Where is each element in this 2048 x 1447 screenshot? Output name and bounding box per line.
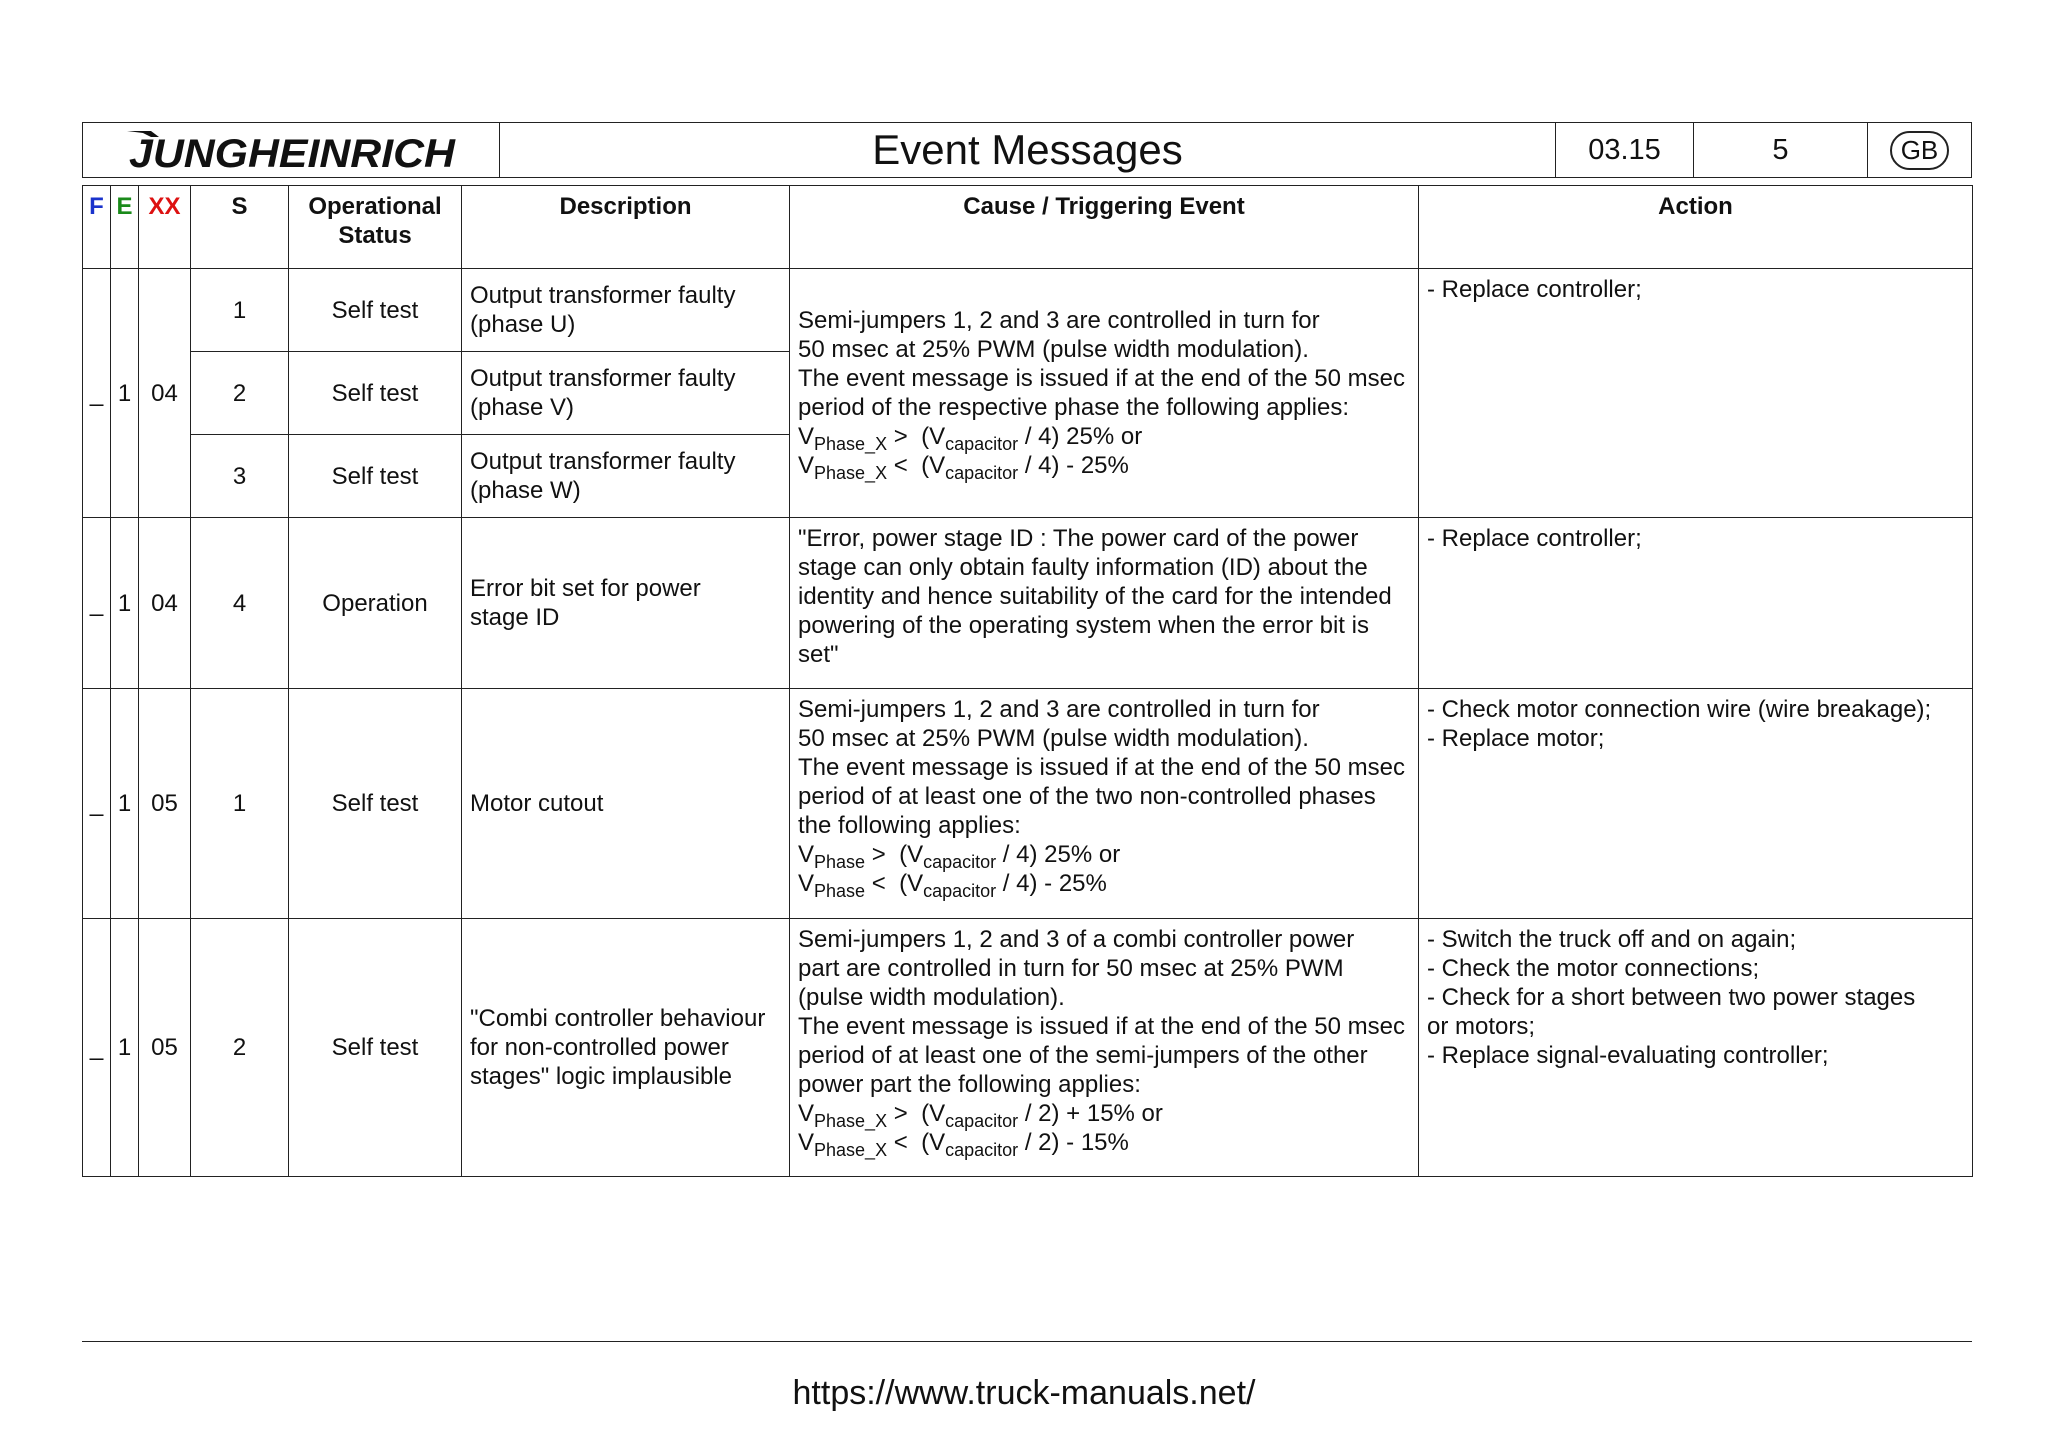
col-header-action: Action <box>1419 186 1973 269</box>
revision-date: 03.15 <box>1556 123 1694 177</box>
cause-text: Semi-jumpers 1, 2 and 3 of a combi controller power part are controlled in turn for 50 msec at 25% PWM (pulse width modulation). The event message is issued if at the end of the 50 msec period of at least one of the semi-jumpers of the other power part the following applies: <box>798 926 1406 1098</box>
cell-e: 1 <box>111 689 139 919</box>
cell-s: 4 <box>191 518 289 689</box>
cell-s: 1 <box>191 269 289 352</box>
cell-description: Error bit set for power stage ID <box>462 518 790 689</box>
brand-text: JUNGHEINRICH <box>129 132 457 173</box>
table-row <box>83 518 1973 689</box>
cell-action: - Replace controller; <box>1419 518 1973 689</box>
cell-f: _ <box>83 269 111 518</box>
cell-status: Self test <box>289 435 462 518</box>
cell-description: Output transformer faulty (phase U) <box>462 269 790 352</box>
brand-logo <box>83 123 500 177</box>
cell-description: Motor cutout <box>462 689 790 919</box>
col-header-f: F <box>83 186 111 269</box>
cell-e: 1 <box>111 518 139 689</box>
footer-divider <box>82 1341 1972 1342</box>
cell-cause <box>790 689 1419 919</box>
cell-e: 1 <box>111 919 139 1177</box>
cell-cause <box>790 919 1419 1177</box>
cell-cause <box>790 269 1419 518</box>
footer-url[interactable]: https://www.truck-manuals.net/ <box>792 1374 1256 1412</box>
cell-description: Output transformer faulty (phase W) <box>462 435 790 518</box>
col-header-s: S <box>191 186 289 269</box>
formula-line: $V_{Phase} < (V_{capacitor} / 4) - 25\%$ <box>798 870 1107 901</box>
cell-f: _ <box>83 919 111 1177</box>
language-cell <box>1868 123 1971 177</box>
cell-action: - Replace controller; <box>1419 269 1973 518</box>
formula-line: $V_{Phase\_X} > (V_{capacitor} / 2) + 15\%$ or <box>798 1100 1163 1131</box>
formula-line: $V_{Phase\_X} > (V_{capacitor} / 4)$ 25% or <box>798 423 1143 454</box>
page-number: 5 <box>1694 123 1868 177</box>
page-header <box>82 122 1972 178</box>
cell-xx: 05 <box>139 689 191 919</box>
cell-xx: 05 <box>139 919 191 1177</box>
table-header-row <box>83 186 1973 269</box>
cell-status: Self test <box>289 352 462 435</box>
table-row <box>83 269 1973 352</box>
cell-xx: 04 <box>139 269 191 518</box>
cell-status: Operation <box>289 518 462 689</box>
col-header-status: Operational Status <box>289 186 462 269</box>
formula-line: $V_{Phase\_X} < (V_{capacitor} / 2) - 15\%$ <box>798 1129 1129 1160</box>
cell-s: 3 <box>191 435 289 518</box>
cause-text: Semi-jumpers 1, 2 and 3 are controlled in turn for 50 msec at 25% PWM (pulse width modulation). The event message is issued if at the end of the 50 msec period of at least one of the two non-controlled phases the following applies: <box>798 696 1406 839</box>
cell-xx: 04 <box>139 518 191 689</box>
cell-s: 2 <box>191 352 289 435</box>
cell-s: 2 <box>191 919 289 1177</box>
jungheinrich-logo-icon <box>121 127 461 173</box>
cell-action: - Switch the truck off and on again; - Check the motor connections; - Check for a short between two power stages or motors; - Replace signal-evaluating controller; <box>1419 919 1973 1177</box>
col-header-description: Description <box>462 186 790 269</box>
col-header-xx: XX <box>139 186 191 269</box>
table-row <box>83 689 1973 919</box>
formula-line: $V_{Phase} > (V_{capacitor} / 4)$ 25% or <box>798 841 1121 872</box>
table-row <box>83 919 1973 1177</box>
language-badge: GB <box>1890 131 1950 170</box>
cell-status: Self test <box>289 919 462 1177</box>
cell-description: Output transformer faulty (phase V) <box>462 352 790 435</box>
cell-e: 1 <box>111 269 139 518</box>
event-messages-table <box>82 185 1973 1177</box>
cell-status: Self test <box>289 689 462 919</box>
col-header-cause: Cause / Triggering Event <box>790 186 1419 269</box>
cell-status: Self test <box>289 269 462 352</box>
cell-s: 1 <box>191 689 289 919</box>
cell-action: - Check motor connection wire (wire breakage); - Replace motor; <box>1419 689 1973 919</box>
page-title: Event Messages <box>500 123 1556 177</box>
cell-description: "Combi controller behaviour for non-controlled power stages" logic implausible <box>462 919 790 1177</box>
col-header-e: E <box>111 186 139 269</box>
cause-text: Semi-jumpers 1, 2 and 3 are controlled in turn for 50 msec at 25% PWM (pulse width modulation). The event message is issued if at the end of the 50 msec period of the respective phase the following applies: <box>798 307 1406 421</box>
cell-f: _ <box>83 689 111 919</box>
cell-cause: "Error, power stage ID : The power card of the power stage can only obtain faulty information (ID) about the identity and hence suitability of the card for the intended powering of the operating system when the error bit is set" <box>790 518 1419 689</box>
formula-line: $V_{Phase\_X} < (V_{capacitor} / 4) - 25\%$ <box>798 452 1129 483</box>
cell-f: _ <box>83 518 111 689</box>
